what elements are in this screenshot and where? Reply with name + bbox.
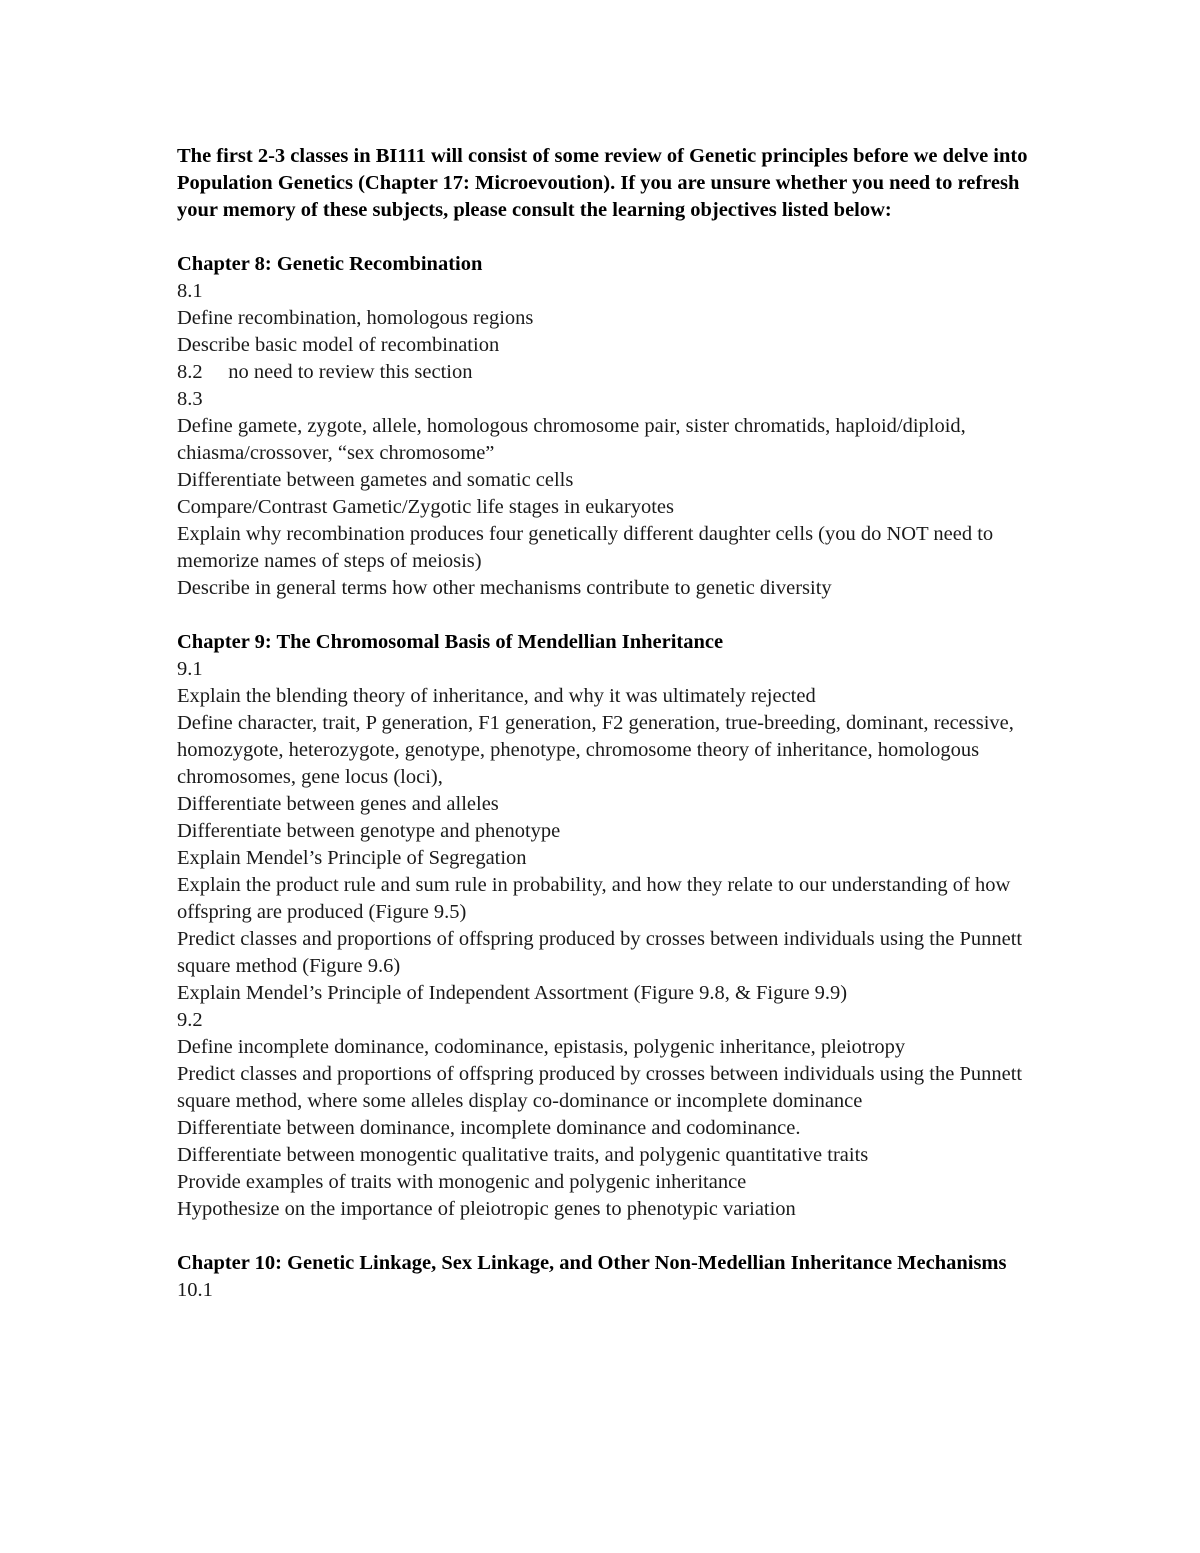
chapter-10-section — [177, 1250, 1037, 1304]
objective-line: Define character, trait, P generation, F1 generation, F2 generation, true-breeding, dominant, recessive, homozygote, heterozygote, genotype, phenotype, chromosome theory of inheritance, homologous chromosomes, gene locus (loci), — [177, 712, 1014, 788]
objective-line: Differentiate between gametes and somatic cells — [177, 469, 574, 491]
objective-line: Predict classes and proportions of offspring produced by crosses between individuals using the Punnett square method, where some alleles display co-dominance or incomplete dominance — [177, 1063, 1023, 1112]
section-number: 9.1 — [177, 658, 203, 680]
objective-line: Define gamete, zygote, allele, homologous chromosome pair, sister chromatids, haploid/diploid, chiasma/crossover, “sex chromosome” — [177, 415, 966, 464]
objective-line: Describe basic model of recombination — [177, 334, 500, 356]
objective-line: Provide examples of traits with monogenic and polygenic inheritance — [177, 1171, 747, 1193]
objective-line: Predict classes and proportions of offspring produced by crosses between individuals using the Punnett square method (Figure 9.6) — [177, 928, 1023, 977]
section-note: 8.2 no need to review this section — [177, 361, 473, 383]
objective-line: Differentiate between genotype and phenotype — [177, 820, 561, 842]
objective-line: Explain the product rule and sum rule in probability, and how they relate to our understanding of how offspring are produced (Figure 9.5) — [177, 874, 1011, 923]
intro-paragraph: The first 2-3 classes in BI111 will consist of some review of Genetic principles before we delve into Population Genetics (Chapter 17: Microevoution). If you are unsure whether you need to refresh your memory of these subjects, please consult the learning objectives listed below: — [177, 145, 1028, 221]
objective-line: Describe in general terms how other mechanisms contribute to genetic diversity — [177, 577, 832, 599]
objective-line: Explain the blending theory of inheritance, and why it was ultimately rejected — [177, 685, 816, 707]
chapter-9-heading: Chapter 9: The Chromosomal Basis of Mendellian Inheritance — [177, 631, 724, 653]
chapter-8-heading: Chapter 8: Genetic Recombination — [177, 253, 483, 275]
section-number: 8.1 — [177, 280, 203, 302]
objective-line: Differentiate between monogentic qualitative traits, and polygenic quantitative traits — [177, 1144, 869, 1166]
objective-line: Define recombination, homologous regions — [177, 307, 534, 329]
chapter-9-section — [177, 629, 1037, 1223]
section-number: 9.2 — [177, 1009, 203, 1031]
objective-line: Define incomplete dominance, codominance, epistasis, polygenic inheritance, pleiotropy — [177, 1036, 906, 1058]
objective-line: Explain Mendel’s Principle of Independent Assortment (Figure 9.8, & Figure 9.9) — [177, 982, 848, 1004]
objective-line: Hypothesize on the importance of pleiotropic genes to phenotypic variation — [177, 1198, 796, 1220]
objective-line: Differentiate between genes and alleles — [177, 793, 499, 815]
document-page — [177, 143, 1037, 1304]
section-number: 8.3 — [177, 388, 203, 410]
objective-line: Compare/Contrast Gametic/Zygotic life stages in eukaryotes — [177, 496, 674, 518]
section-number: 10.1 — [177, 1279, 213, 1301]
objective-line: Differentiate between dominance, incomplete dominance and codominance. — [177, 1117, 801, 1139]
objective-line: Explain Mendel’s Principle of Segregation — [177, 847, 527, 869]
chapter-8-section — [177, 251, 1037, 602]
objective-line: Explain why recombination produces four genetically different daughter cells (you do NOT need to memorize names of steps of meiosis) — [177, 523, 994, 572]
chapter-10-heading: Chapter 10: Genetic Linkage, Sex Linkage, and Other Non-Medellian Inheritance Mechanisms — [177, 1252, 1007, 1274]
